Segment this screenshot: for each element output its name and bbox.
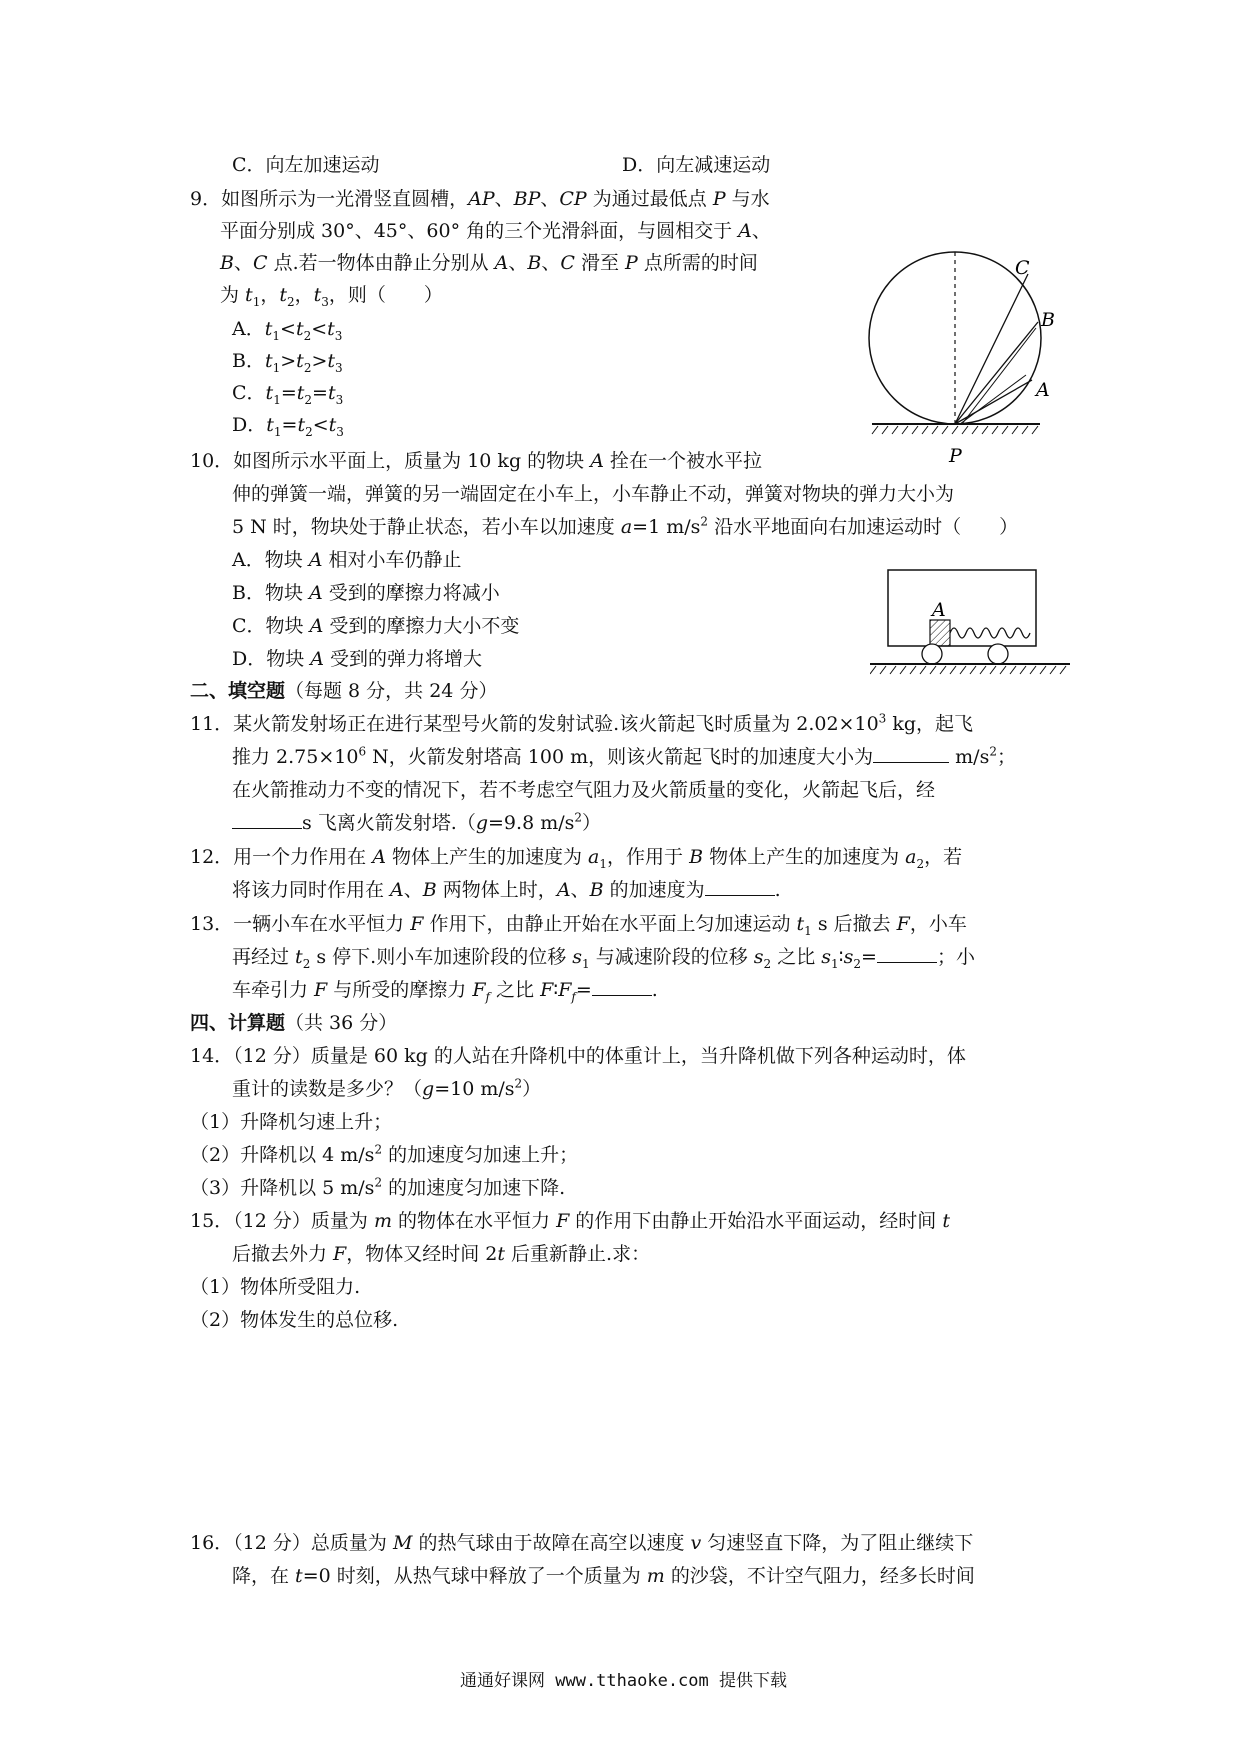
q14-line2: 重计的读数是多少？（g=10 $m/s^2$） [232,1076,542,1100]
q10-line2: 伸的弹簧一端，弹簧的另一端固定在小车上，小车静止不动，弹簧对物块的弹力大小为 [232,483,955,505]
q15-line2: 后撤去外力 F，物体又经时间 2t 后重新静止.求： [232,1243,651,1265]
q11-line4: s 飞离火箭发射塔.（g=9.8 $m/s^2$） [232,812,601,835]
footer-credit: 通通好课网 www.tthaoke.com 提供下载 [460,1671,787,1691]
q8-option-d: D．向左减速运动 [622,154,771,176]
q8-option-c: C．向左加速运动 [232,154,380,176]
label-c: C [1015,257,1030,279]
q13-line1: 13．一辆小车在水平恒力 F 作用下，由静止开始在水平面上匀加速运动 $t_1$ s 后撤去 F，小车 [190,913,967,938]
q11-line2: 推力 $2.75\times 10^6$ N，火箭发射塔高 100 m，则该火箭起飞时的加速度大小为 $m/s^2$； [232,744,1016,768]
label-a: A [1036,379,1050,401]
q10-cart-diagram [870,568,1070,676]
q9-option-c: C．$t_1=t_2=t_3$ [232,382,344,407]
q9-option-b: B．$t_1>t_2>t_3$ [232,350,343,375]
q9-line3: B、C 点.若一物体由静止分别从 A、B、C 滑至 P 点所需的时间 [220,252,758,274]
q14-part1: （1）升降机匀速上升； [190,1111,393,1133]
section-2-heading: 二、填空题（每题 8 分，共 24 分） [190,680,498,702]
q15-line1: 15．（12 分）质量为 m 的物体在水平恒力 F 的作用下由静止开始沿水平面运动，经时间 t [190,1210,950,1232]
q15-part2: （2）物体发生的总位移. [190,1309,399,1331]
q15-part1: （1）物体所受阻力. [190,1276,361,1298]
q14-part2: （2）升降机以 4 $m/s^2$ 的加速度匀加速上升； [190,1142,579,1166]
q11-line3: 在火箭推动力不变的情况下，若不考虑空气阻力及火箭质量的变化，火箭起飞后，经 [232,779,936,801]
q13-line3: 车牵引力 F 与所受的摩擦力 $F_f$ 之比 $F∶F_f=$ . [232,979,658,1004]
q10-option-a: A．物块 A 相对小车仍静止 [232,549,462,571]
q10-line1: 10．如图所示水平面上，质量为 10 kg 的物块 A 拴在一个被水平拉 [190,450,762,472]
q14-line1: 14．（12 分）质量是 60 kg 的人站在升降机中的体重计上，当升降机做下列各种运动时，体 [190,1045,966,1067]
q9-circle-diagram [860,250,1060,470]
q10-option-d: D．物块 A 受到的弹力将增大 [232,648,483,670]
q9-option-d: D．$t_1=t_2<t_3$ [232,414,344,439]
label-block-a: A [932,599,946,621]
q10-option-b: B．物块 A 受到的摩擦力将减小 [232,582,500,604]
q12-line2: 将该力同时作用在 A、B 两物体上时，A、B 的加速度为 . [232,879,781,901]
q11-line1: 11．某火箭发射场正在进行某型号火箭的发射试验.该火箭起飞时质量为 $2.02\times 10^3$ kg，起飞 [190,711,974,735]
q9-line4: 为 $t_1$，$t_2$，$t_3$，则（ ） [220,284,443,309]
q9-line2: 平面分别成 30°、45°、60° 角的三个光滑斜面，与圆相交于 A、 [220,220,771,242]
q14-part3: （3）升降机以 5 $m/s^2$ 的加速度匀加速下降. [190,1175,566,1199]
label-b: B [1041,309,1055,331]
q12-line1: 12．用一个力作用在 A 物体上产生的加速度为 $a_1$，作用于 B 物体上产生的加速度为 $a_2$，若 [190,846,963,871]
q16-line2: 降，在 t=0 时刻，从热气球中释放了一个质量为 m 的沙袋，不计空气阻力，经多长时间 [232,1565,975,1587]
q10-line3: 5 N 时，物块处于静止状态，若小车以加速度 a=1 $m/s^2$ 沿水平地面向右加速运动时（ ） [232,514,1019,538]
q13-line2: 再经过 $t_2$ s 停下.则小车加速阶段的位移 $s_1$ 与减速阶段的位移 $s_2$ 之比 $s_1∶s_2=$ ；小 [232,946,975,971]
q10-option-c: C．物块 A 受到的摩擦力大小不变 [232,615,520,637]
q16-line1: 16．（12 分）总质量为 M 的热气球由于故障在高空以速度 v 匀速竖直下降，为了阻止继续下 [190,1532,974,1554]
q9-option-a: A．$t_1<t_2<t_3$ [232,318,343,343]
section-4-heading: 四、计算题（共 36 分） [190,1012,398,1034]
label-p: P [949,445,962,467]
q9-line1: 9．如图所示为一光滑竖直圆槽，AP、BP、CP 为通过最低点 P 与水 [190,188,770,210]
